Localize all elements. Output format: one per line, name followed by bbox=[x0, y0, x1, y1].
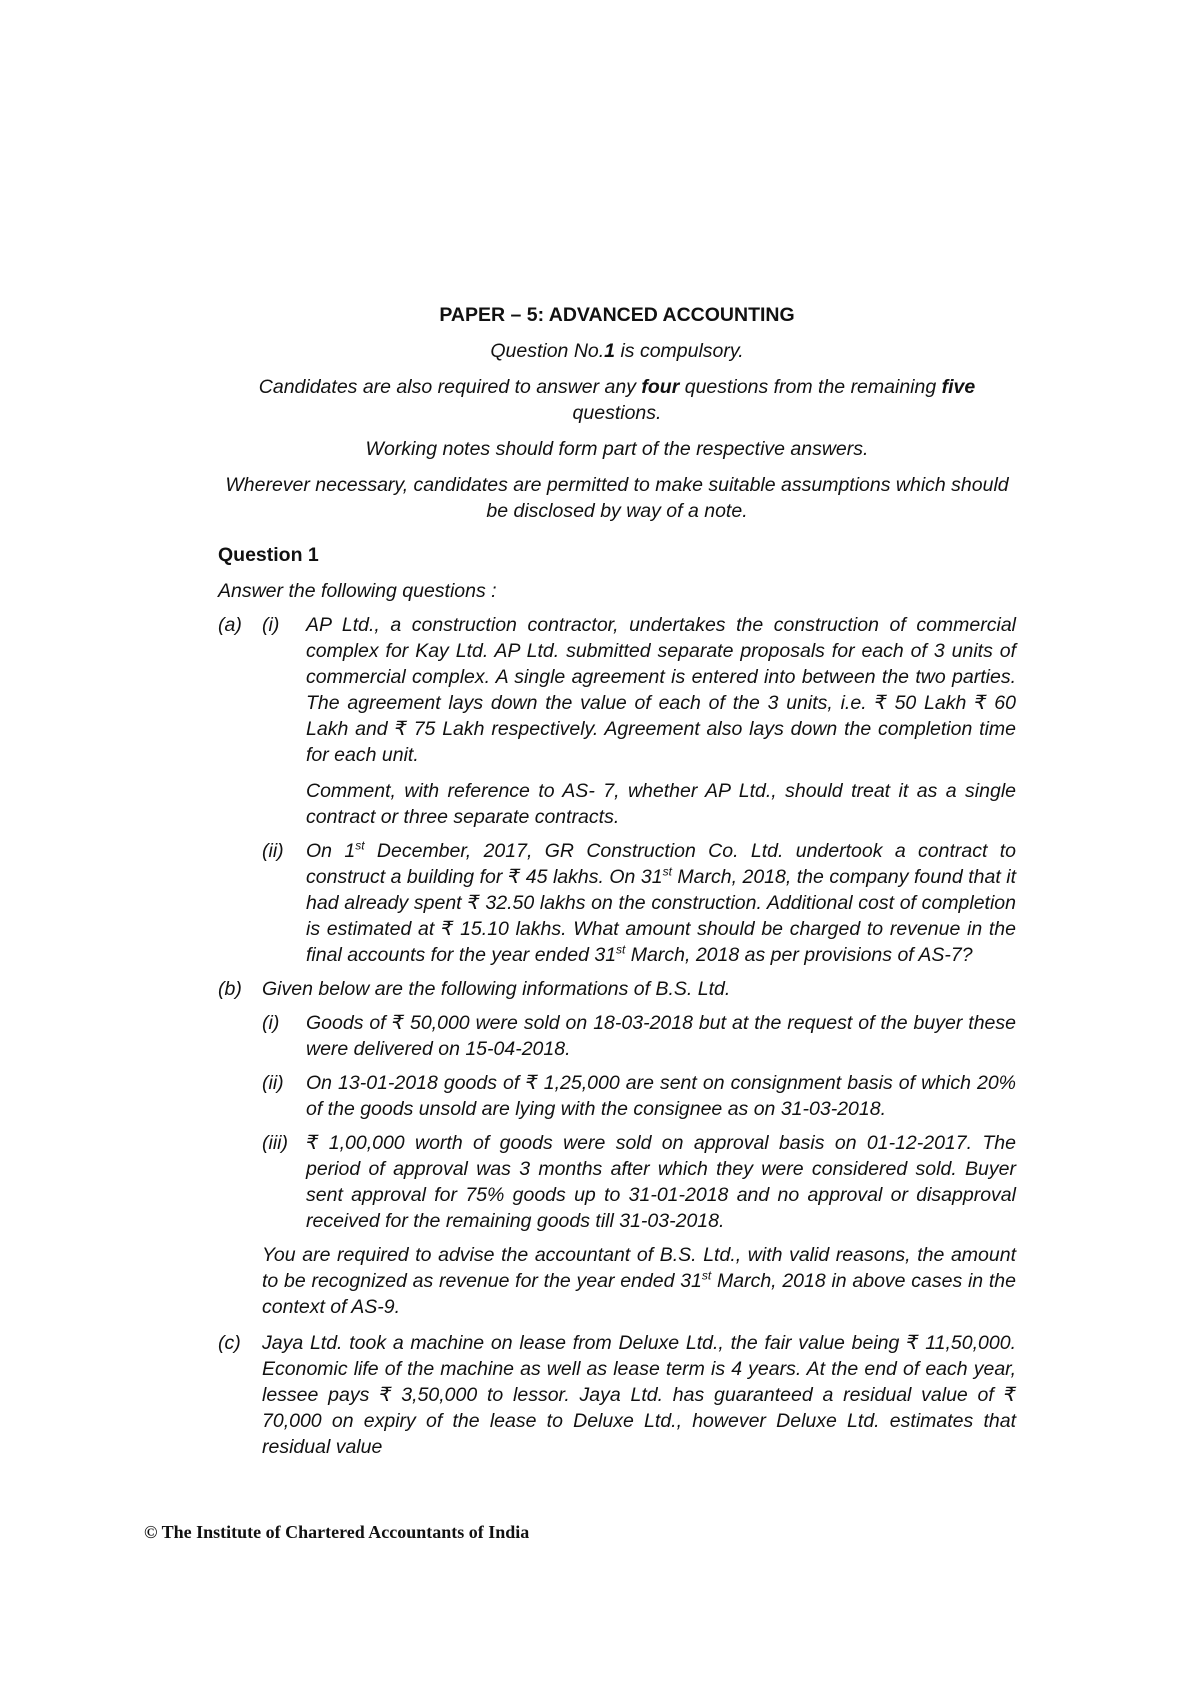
document-body bbox=[218, 302, 1016, 1468]
part-b-ii-label: (ii) bbox=[262, 1072, 284, 1094]
part-a-i-label: (i) bbox=[262, 614, 280, 636]
part-b-ii bbox=[262, 1070, 1016, 1122]
part-b-iii-label: (iii) bbox=[262, 1132, 288, 1154]
instruction-working-notes: Working notes should form part of the respective answers. bbox=[365, 438, 869, 460]
instruction-answer-four: Candidates are also required to answer any four questions from the remaining five questions. bbox=[258, 376, 976, 424]
paper-title: PAPER – 5: ADVANCED ACCOUNTING bbox=[439, 304, 795, 326]
part-b-i-text: Goods of ₹ 50,000 were sold on 18-03-2018 but at the request of the buyer these were delivered on 15-04-2018. bbox=[306, 1012, 1016, 1060]
instruction-compulsory: Question No.1 is compulsory. bbox=[490, 340, 744, 362]
copyright-footer: © The Institute of Chartered Accountants of India bbox=[144, 1522, 530, 1542]
part-c-text: Jaya Ltd. took a machine on lease from Deluxe Ltd., the fair value being ₹ 11,50,000. Economic life of the machine as well as lease term is 4 years. At the end of each year, lessee pays ₹ 3,50,000 to lessor. Jaya Ltd. has guaranteed a residual value of ₹ 70,000 on expiry of the lease to Deluxe Ltd., however Deluxe Ltd. estimates that residual value bbox=[262, 1332, 1016, 1458]
part-c-label: (c) bbox=[218, 1332, 241, 1354]
part-a-i bbox=[218, 612, 1016, 768]
question-heading: Question 1 bbox=[218, 544, 319, 566]
part-b-ii-text: On 13-01-2018 goods of ₹ 1,25,000 are sent on consignment basis of which 20% of the goods unsold are lying with the consignee as on 31-03-2018. bbox=[306, 1072, 1016, 1120]
part-a-ii-text: On 1st December, 2017, GR Construction Co. Ltd. undertook a contract to construct a building for ₹ 45 lakhs. On 31st March, 2018, the company found that it had already spent ₹ 32.50 lakhs on the construction. Additional cost of completion is estimated at ₹ 15.10 lakhs. What amount should be charged to revenue in the final accounts for the year ended 31st March, 2018 as per provisions of AS-7? bbox=[306, 838, 1016, 966]
question-intro: Answer the following questions : bbox=[218, 580, 497, 602]
part-c bbox=[218, 1330, 1016, 1460]
part-b-iii-text: ₹ 1,00,000 worth of goods were sold on approval basis on 01-12-2017. The period of approval was 3 months after which they were considered sold. Buyer sent approval for 75% goods up to 31-01-2018 and no approval or disapproval received for the remaining goods till 31-03-2018. bbox=[306, 1132, 1016, 1232]
part-a-i-text: AP Ltd., a construction contractor, undertakes the construction of commercial complex for Kay Ltd. AP Ltd. submitted separate proposals for each of 3 units of commercial complex. A single agreement is entered into between the two parties. The agreement lays down the value of each of the 3 units, i.e. ₹ 50 Lakh ₹ 60 Lakh and ₹ 75 Lakh respectively. Agreement also lays down the completion time for each unit. bbox=[306, 614, 1016, 766]
part-b-intro: Given below are the following informations of B.S. Ltd. bbox=[262, 978, 731, 1000]
part-b-i-label: (i) bbox=[262, 1012, 280, 1034]
part-b bbox=[218, 976, 1016, 1002]
part-b-label: (b) bbox=[218, 978, 242, 1000]
part-a-ii bbox=[262, 838, 1016, 968]
part-a-ii-label: (ii) bbox=[262, 840, 284, 862]
part-a-label: (a) bbox=[218, 614, 242, 636]
part-b-i bbox=[262, 1010, 1016, 1062]
part-b-advise: You are required to advise the accountant of B.S. Ltd., with valid reasons, the amount to be recognized as revenue for the year ended 31st March, 2018 in above cases in the context of AS-9. bbox=[262, 1244, 1016, 1318]
part-b-iii bbox=[262, 1130, 1016, 1234]
instruction-assumptions: Wherever necessary, candidates are permitted to make suitable assumptions which should be disclosed by way of a note. bbox=[225, 474, 1009, 522]
part-a-i-comment: Comment, with reference to AS- 7, whether AP Ltd., should treat it as a single contract or three separate contracts. bbox=[306, 780, 1016, 828]
